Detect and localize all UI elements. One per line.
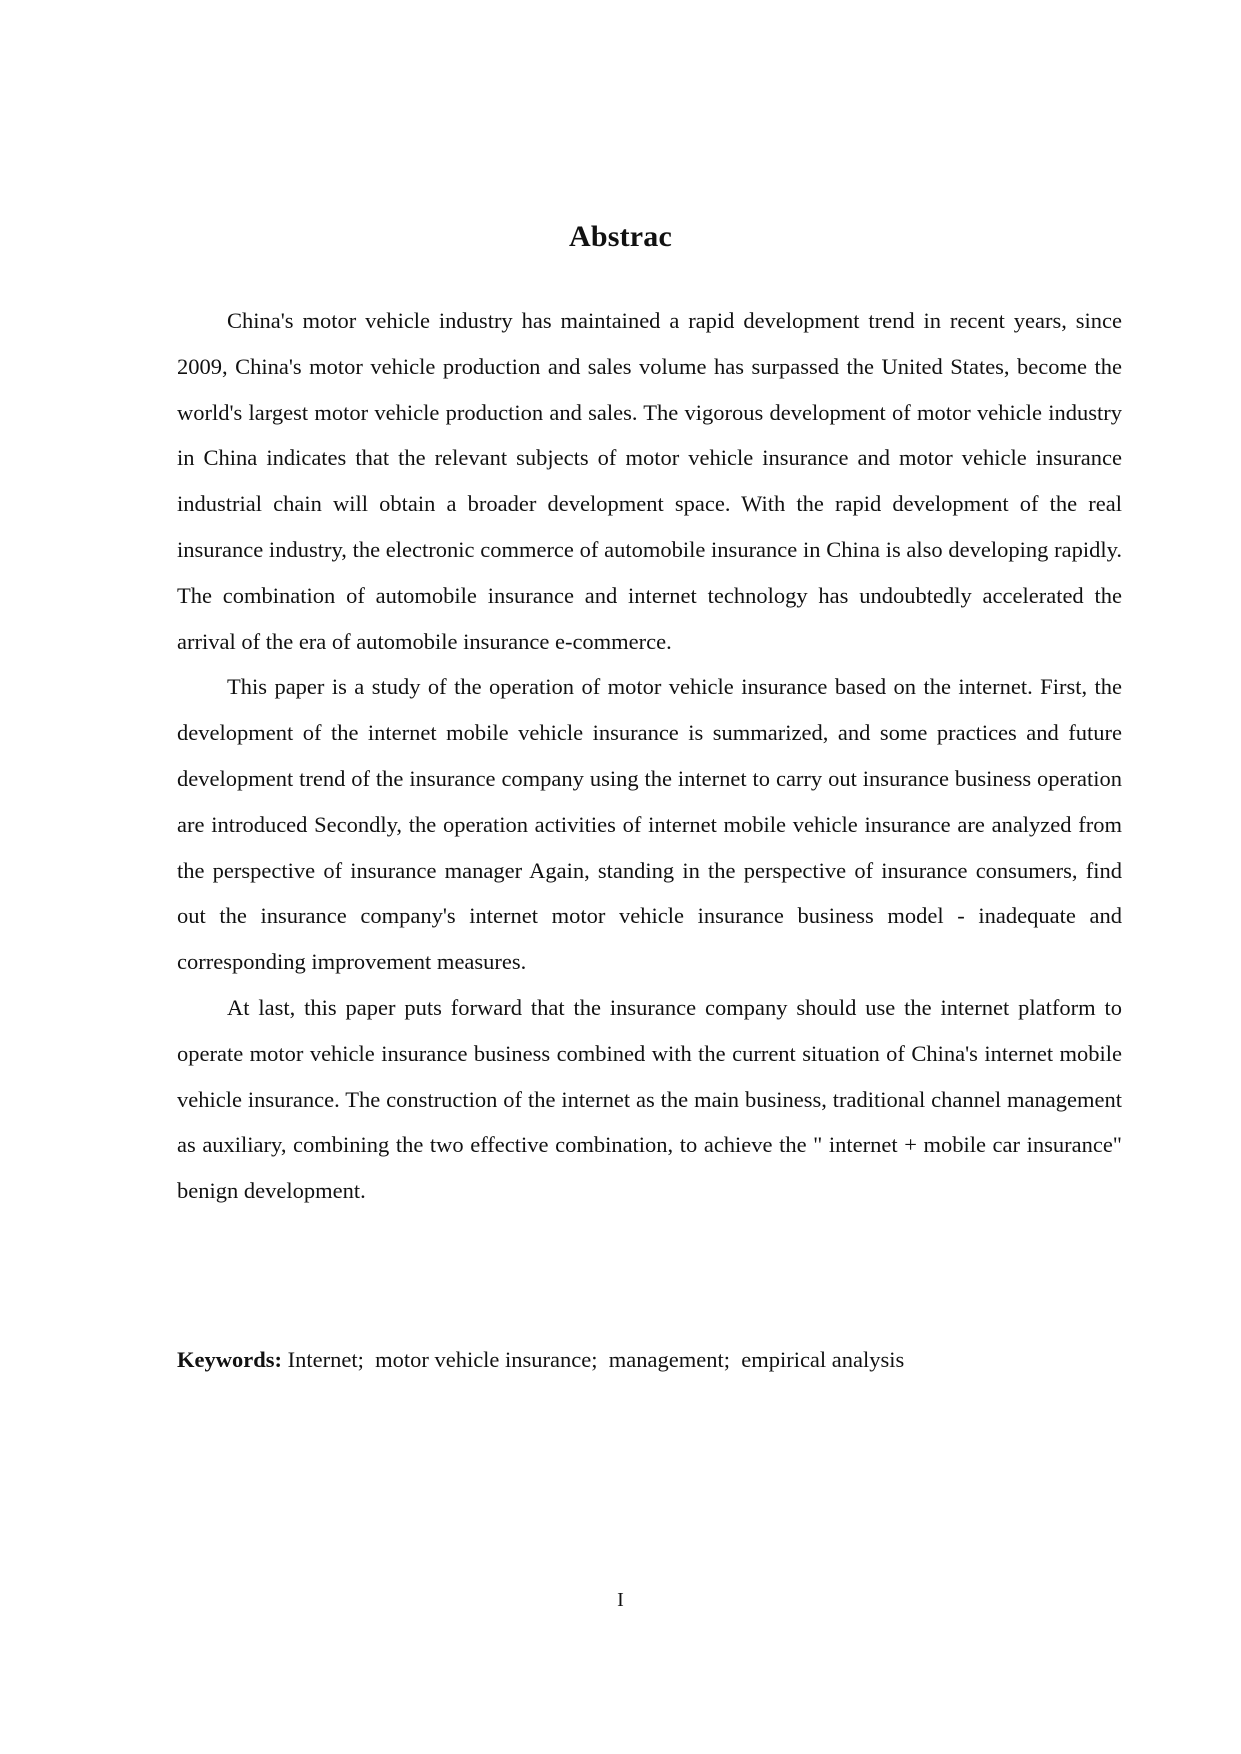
keywords-line <box>177 1340 1122 1380</box>
abstract-paragraph-2: This paper is a study of the operation of motor vehicle insurance based on the internet. First, the development of the internet mobile vehicle insurance is summarized, and some practices and future development trend of the insurance company using the internet to carry out insurance business operation are introduced Secondly, the operation activities of internet mobile vehicle insurance are analyzed from the perspective of insurance manager Again, standing in the perspective of insurance consumers, find out the insurance company's internet motor vehicle insurance business model - inadequate and corresponding improvement measures. <box>177 674 1122 975</box>
keywords-list: Internet; motor vehicle insurance; management; empirical analysis <box>282 1347 905 1372</box>
abstract-body <box>177 298 1122 1214</box>
abstract-paragraph-1: China's motor vehicle industry has maintained a rapid development trend in recent years, since 2009, China's motor vehicle production and sales volume has surpassed the United States, become the world's largest motor vehicle production and sales. The vigorous development of motor vehicle industry in China indicates that the relevant subjects of motor vehicle insurance and motor vehicle insurance industrial chain will obtain a broader development space. With the rapid development of the real insurance industry, the electronic commerce of automobile insurance in China is also developing rapidly. The combination of automobile insurance and internet technology has undoubtedly accelerated the arrival of the era of automobile insurance e-commerce. <box>177 308 1122 654</box>
abstract-paragraph-3: At last, this paper puts forward that the insurance company should use the internet platform to operate motor vehicle insurance business combined with the current situation of China's internet mobile vehicle insurance. The construction of the internet as the main business, traditional channel management as auxiliary, combining the two effective combination, to achieve the " internet + mobile car insurance" benign development. <box>177 994 1122 1204</box>
page-number: I <box>617 1589 624 1611</box>
keywords-label: Keywords: <box>177 1347 282 1372</box>
abstract-title: Abstrac <box>568 220 673 253</box>
